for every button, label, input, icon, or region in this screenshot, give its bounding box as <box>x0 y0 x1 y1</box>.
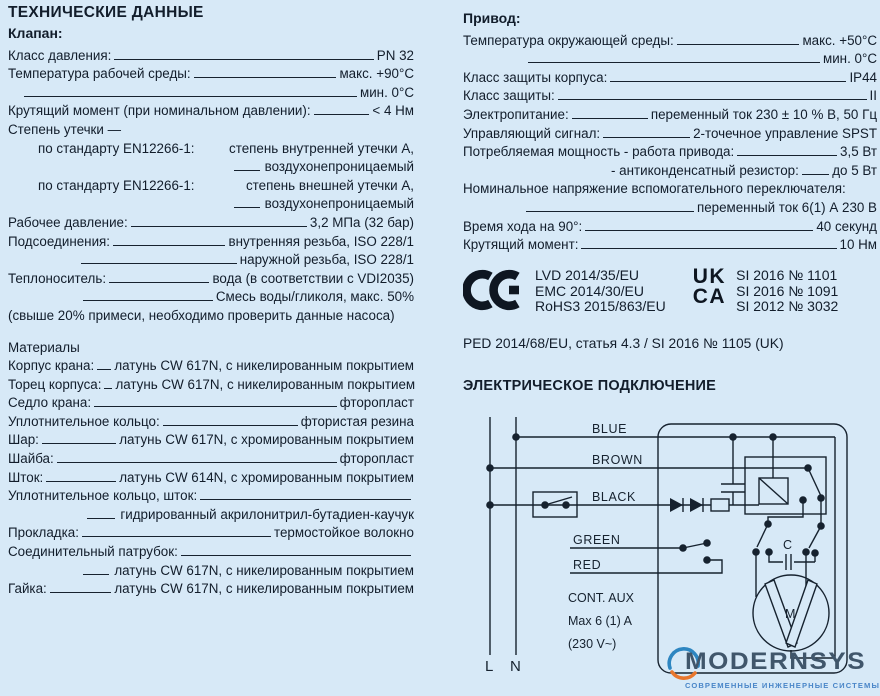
spec-row <box>463 141 877 160</box>
spec-fill <box>181 555 411 556</box>
spec-val: 40 секунд <box>816 218 877 234</box>
spec-fill <box>802 174 829 175</box>
spec-fill <box>46 481 116 482</box>
spec-row <box>8 578 414 597</box>
spec-fill <box>57 462 337 463</box>
spec-row <box>463 234 877 253</box>
logo-tagline: СОВРЕМЕННЫЕ ИНЖЕНЕРНЫЕ СИСТЕМЫ <box>684 681 880 690</box>
spec-val: мин. 0°C <box>360 84 414 100</box>
spec-lbl: Гайка: <box>8 581 47 597</box>
spec-fill <box>528 62 820 63</box>
spec-fill <box>737 155 837 156</box>
spec-row <box>8 193 414 212</box>
spec-val: переменный ток 230 ± 10 % В, 50 Гц <box>650 106 877 122</box>
spec-row <box>8 503 414 522</box>
spec-row <box>8 466 414 485</box>
ped-statement: PED 2014/68/EU, статья 4.3 / SI 2016 № 1105 (UK) <box>463 336 784 352</box>
aux-contact-label: CONT. AUX <box>568 591 634 605</box>
spec-fill <box>114 59 373 60</box>
spec-row <box>8 118 414 137</box>
spec-row <box>8 447 414 466</box>
ukca-line: SI 2016 № 1101 <box>736 267 838 284</box>
spec-fill <box>677 44 800 45</box>
spec-lbl: Степень утечки — <box>8 121 121 137</box>
motor-label: M <box>785 607 796 621</box>
actuator-spec-list <box>463 29 877 252</box>
ce-line: RoHS3 2015/863/EU <box>535 298 666 315</box>
resistor <box>711 499 729 511</box>
spec-row <box>8 100 414 119</box>
spec-lbl: Класс защиты корпуса: <box>463 69 608 85</box>
spec-fill <box>610 81 846 82</box>
spec-fill <box>163 425 298 426</box>
section-gap <box>8 323 414 336</box>
spec-val: воздухонепроницаемый <box>264 159 414 175</box>
spec-row <box>8 559 414 578</box>
spec-fill <box>572 118 648 119</box>
spec-val: степень внутренней утечки А, <box>229 140 414 156</box>
ukca-mark-icon <box>693 267 726 306</box>
wire-label-red: RED <box>573 558 602 572</box>
spec-fill <box>109 282 209 283</box>
spec-fill <box>526 211 694 212</box>
spec-row <box>463 122 877 141</box>
spec-fill <box>104 388 112 389</box>
ukca-top: UK <box>692 265 727 289</box>
wire-label-blue: BLUE <box>592 422 628 436</box>
wire-label-brown: BROWN <box>592 453 643 467</box>
spec-val: вода (в соответствии с VDI2035) <box>212 270 414 286</box>
spec-lbl: Электропитание: <box>463 106 569 122</box>
spec-fill <box>97 369 111 370</box>
spec-lbl: Уплотнительное кольцо, шток: <box>8 488 198 504</box>
spec-fill <box>94 406 337 407</box>
spec-row <box>8 156 414 175</box>
spec-pre <box>83 574 109 575</box>
spec-fill <box>42 443 116 444</box>
spec-lbl: Седло крана: <box>8 395 92 411</box>
spec-lbl: Класс защиты: <box>463 88 555 104</box>
ukca-si-lines <box>736 267 838 315</box>
materials-heading <box>8 336 414 355</box>
spec-row <box>8 174 414 193</box>
spec-row <box>8 267 414 286</box>
spec-lbl: Шар: <box>8 432 39 448</box>
spec-fill <box>50 592 112 593</box>
spec-fill <box>113 245 225 246</box>
spec-fill <box>603 137 690 138</box>
spec-val: макс. +90°C <box>339 66 414 82</box>
spec-fill <box>200 499 411 500</box>
spec-val: 3,2 МПа (32 бар) <box>309 214 414 230</box>
spec-row <box>8 373 414 392</box>
spec-val: PN 32 <box>376 47 414 63</box>
spec-row <box>463 215 877 234</box>
ukca-line: SI 2016 № 1091 <box>736 282 839 299</box>
spec-val: 10 Нм <box>839 237 877 253</box>
spec-lbl: Управляющий сигнал: <box>463 125 601 141</box>
spec-fill <box>131 226 307 227</box>
changeover-blade-left <box>757 524 768 547</box>
spec-fill <box>82 536 271 537</box>
certification-block <box>463 267 877 319</box>
spec-row <box>463 178 877 197</box>
spec-lbl: Температура окружающей среды: <box>463 32 674 48</box>
spec-val: латунь CW 614N, с хромированным покрытием <box>119 469 414 485</box>
spec-row <box>8 485 414 504</box>
spec-val: латунь CW 617N, с никелированным покрытием <box>114 562 414 578</box>
suppression-capacitor <box>721 437 745 505</box>
spec-val: внутренняя резьба, ISO 228/1 <box>228 233 414 249</box>
spec-val: < 4 Нм <box>372 103 414 119</box>
ce-directive-lines <box>535 267 666 315</box>
spec-val: латунь CW 617N, с никелированным покрытием <box>114 581 414 597</box>
spec-lbl: - антиконденсатный резистор: <box>611 162 799 178</box>
spec-row <box>463 103 877 122</box>
spec-val: фтористая резина <box>300 413 414 429</box>
spec-lbl: Номинальное напряжение вспомогательного переключателя: <box>463 181 846 197</box>
spec-pre <box>87 518 115 519</box>
spec-val: термостойкое волокно <box>274 525 414 541</box>
spec-val: латунь CW 617N, с никелированным покрытием <box>114 358 414 374</box>
spec-fill <box>194 77 337 78</box>
spec-fill <box>558 99 867 100</box>
spec-lbl: по стандарту EN12266-1: <box>38 177 195 193</box>
spec-row <box>8 355 414 374</box>
spec-lbl: Крутящий момент: <box>463 237 579 253</box>
spec-row <box>8 137 414 156</box>
spec-val: фторопласт <box>339 395 414 411</box>
ce-mark-icon <box>463 267 525 313</box>
spec-lbl: по стандарту EN12266-1: <box>38 140 195 156</box>
actuator-column <box>463 10 877 394</box>
spec-lbl: Потребляемая мощность - работа привода: <box>463 144 735 160</box>
line-terminal-label: L <box>485 658 494 675</box>
spec-row <box>8 429 414 448</box>
spec-pre <box>234 170 260 171</box>
spec-val: II <box>869 88 877 104</box>
capacitor-label: C <box>783 538 793 552</box>
wire-label-green: GREEN <box>573 533 621 547</box>
spec-row <box>8 304 414 323</box>
wire-label-black: BLACK <box>592 490 636 504</box>
spec-lbl: Торец корпуса: <box>8 376 102 392</box>
junction-dots <box>486 433 825 564</box>
spec-pre <box>234 207 260 208</box>
neutral-terminal-label: N <box>510 658 521 675</box>
spec-val: воздухонепроницаемый <box>264 196 414 212</box>
spec-row <box>463 48 877 67</box>
spec-val: переменный ток 6(1) А 230 В <box>696 199 877 215</box>
aux-voltage-label: (230 V~) <box>568 637 617 651</box>
spec-val: до 5 Вт <box>832 162 877 178</box>
spec-val: фторопласт <box>339 451 414 467</box>
ce-line: LVD 2014/35/EU <box>535 267 640 284</box>
modernsys-logo <box>660 645 880 696</box>
changeover-blade-top <box>808 468 821 496</box>
materials-spec-list <box>8 355 414 597</box>
spec-row <box>8 522 414 541</box>
spec-lbl: Класс давления: <box>8 47 112 63</box>
spec-fill <box>24 96 357 97</box>
page-title: ТЕХНИЧЕСКИЕ ДАННЫЕ <box>8 4 204 21</box>
valve-column <box>8 4 414 596</box>
spec-fill <box>585 230 813 231</box>
spec-val: 3,5 Вт <box>840 144 877 160</box>
spec-val: Смесь воды/гликоля, макс. 50% <box>215 289 414 305</box>
spec-val: гидрированный акрилонитрил-бутадиен-каучук <box>120 506 414 522</box>
spec-row <box>463 85 877 104</box>
spec-lbl: Температура рабочей среды: <box>8 66 191 82</box>
spec-row <box>8 44 414 63</box>
spec-row <box>8 63 414 82</box>
spec-val: мин. 0°C <box>823 51 877 67</box>
ce-line: EMC 2014/30/EU <box>535 282 644 299</box>
spec-row <box>463 66 877 85</box>
spec-row <box>8 211 414 230</box>
spec-val: наружной резьба, ISO 228/1 <box>239 252 414 268</box>
spec-lbl: Уплотнительное кольцо: <box>8 413 160 429</box>
spec-fill <box>83 300 213 301</box>
logo-wordmark: MODERNSYS <box>685 647 867 675</box>
wiring-heading: ЭЛЕКТРИЧЕСКОЕ ПОДКЛЮЧЕНИЕ <box>463 378 716 395</box>
relay-element-diagonal <box>759 478 788 504</box>
spec-lbl: Подсоединения: <box>8 233 111 249</box>
aux-rating-label: Max 6 (1) A <box>568 614 632 628</box>
spec-lbl: Соединительный патрубок: <box>8 544 178 560</box>
spec-row <box>8 392 414 411</box>
spec-fill <box>581 248 836 249</box>
spec-row <box>8 410 414 429</box>
spec-lbl: Шток: <box>8 469 44 485</box>
spec-row <box>8 286 414 305</box>
spec-lbl: Теплоноситель: <box>8 270 107 286</box>
spec-row <box>463 29 877 48</box>
spec-lbl: Крутящий момент (при номинальном давлении): <box>8 103 311 119</box>
spec-val: латунь CW 617N, с хромированным покрытием <box>119 432 414 448</box>
spec-val: латунь CW 617N, с никелированным покрытием <box>115 376 416 392</box>
spec-row <box>8 249 414 268</box>
spec-row <box>463 196 877 215</box>
ukca-bottom: CA <box>692 284 727 308</box>
materials-heading-label: Материалы <box>8 339 80 355</box>
spec-lbl: Рабочее давление: <box>8 214 128 230</box>
valve-heading: Клапан: <box>8 25 63 41</box>
spec-lbl: Шайба: <box>8 451 54 467</box>
spec-lbl: Время хода на 90°: <box>463 218 583 234</box>
spec-row <box>463 159 877 178</box>
spec-row <box>8 540 414 559</box>
spec-val: 2-точечное управление SPST <box>693 125 877 141</box>
spec-val: IP44 <box>849 69 877 85</box>
valve-spec-list <box>8 44 414 323</box>
spec-fill <box>314 114 370 115</box>
spec-row <box>8 230 414 249</box>
actuator-heading: Привод: <box>463 10 521 26</box>
spec-lbl: Прокладка: <box>8 525 79 541</box>
spec-lbl: Корпус крана: <box>8 358 95 374</box>
spec-lbl: (свыше 20% примеси, необходимо проверить данные насоса) <box>8 307 395 323</box>
ukca-line: SI 2012 № 3032 <box>736 298 839 315</box>
spec-val: макс. +50°C <box>802 32 877 48</box>
spec-val: степень внешней утечки А, <box>245 177 414 193</box>
spec-fill <box>81 263 237 264</box>
spec-row <box>8 81 414 100</box>
